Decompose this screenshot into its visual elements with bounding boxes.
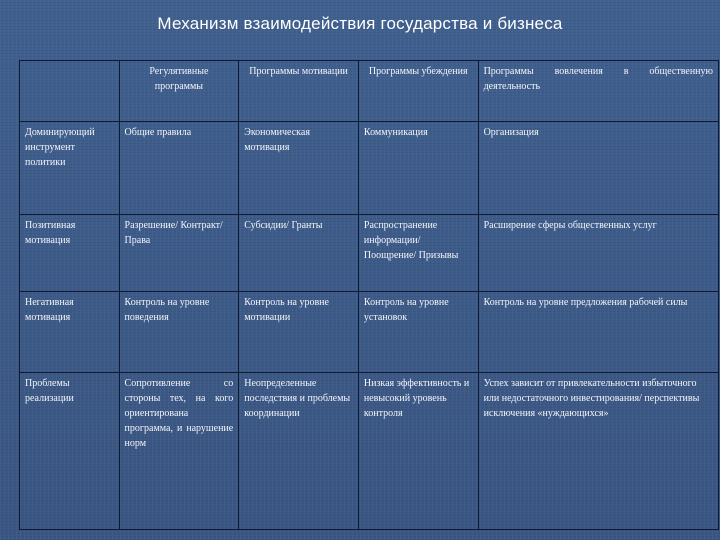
header-involvement-programs: Программы вовлечения в общественную деятельность — [478, 61, 718, 122]
table-cell: Контроль на уровне поведения — [119, 292, 239, 373]
table-row — [20, 122, 719, 215]
table-cell: Контроль на уровне предложения рабочей силы — [478, 292, 718, 373]
table-cell: Общие правила — [119, 122, 239, 215]
row-label: Негативная мотивация — [20, 292, 120, 373]
table-cell: Организация — [478, 122, 718, 215]
interaction-mechanism-table — [19, 60, 719, 530]
slide-title: Механизм взаимодействия государства и бизнеса — [157, 14, 563, 33]
table-row — [20, 373, 719, 530]
table-cell: Сопротивление со стороны тех, на кого ориентирована программа, и нарушение норм — [119, 373, 239, 530]
table-cell: Неопределенные последствия и проблемы координации — [239, 373, 359, 530]
row-label: Доминирующий инструмент политики — [20, 122, 120, 215]
table-cell: Контроль на уровне установок — [358, 292, 478, 373]
header-cell-empty — [20, 61, 120, 122]
table-cell: Экономическая мотивация — [239, 122, 359, 215]
table-cell: Коммуникация — [358, 122, 478, 215]
row-label: Проблемы реализации — [20, 373, 120, 530]
table-row — [20, 215, 719, 292]
table-cell: Распространение информации/ Поощрение/ Призывы — [358, 215, 478, 292]
table-cell: Низкая эффективность и невысокий уровень контроля — [358, 373, 478, 530]
row-label: Позитивная мотивация — [20, 215, 120, 292]
table-cell: Контроль на уровне мотивации — [239, 292, 359, 373]
header-motivation-programs: Программы мотивации — [239, 61, 359, 122]
table-cell: Успех зависит от привлекательности избыточного или недостаточного инвестирования/ перспективы исключения «нуждающихся» — [478, 373, 718, 530]
table-header-row — [20, 61, 719, 122]
header-regulatory-programs: Регулятивные программы — [119, 61, 239, 122]
header-persuasion-programs: Программы убеждения — [358, 61, 478, 122]
table-cell: Разрешение/ Контракт/ Права — [119, 215, 239, 292]
table-cell: Расширение сферы общественных услуг — [478, 215, 718, 292]
table-cell: Субсидии/ Гранты — [239, 215, 359, 292]
table-row — [20, 292, 719, 373]
